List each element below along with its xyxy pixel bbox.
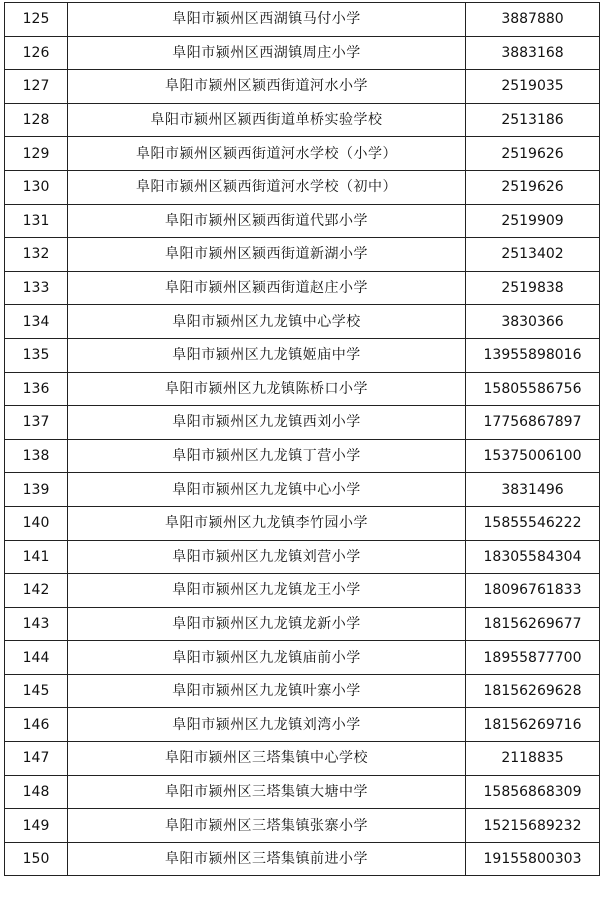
phone-number-cell: 18156269677 <box>466 607 600 641</box>
table-row <box>5 775 600 809</box>
school-name-cell: 阜阳市颍州区九龙镇庙前小学 <box>68 641 466 675</box>
row-number-cell: 135 <box>5 338 68 372</box>
school-name-cell: 阜阳市颍州区九龙镇中心学校 <box>68 305 466 339</box>
table-row <box>5 540 600 574</box>
phone-number-cell: 2519035 <box>466 70 600 104</box>
phone-number-cell: 18156269716 <box>466 708 600 742</box>
table-row <box>5 607 600 641</box>
row-number-cell: 128 <box>5 103 68 137</box>
school-name-cell: 阜阳市颍州区九龙镇刘湾小学 <box>68 708 466 742</box>
row-number-cell: 127 <box>5 70 68 104</box>
table-row <box>5 742 600 776</box>
school-name-cell: 阜阳市颍州区九龙镇西刘小学 <box>68 406 466 440</box>
row-number-cell: 131 <box>5 204 68 238</box>
row-number-cell: 132 <box>5 238 68 272</box>
phone-number-cell: 3830366 <box>466 305 600 339</box>
school-name-cell: 阜阳市颍州区九龙镇龙王小学 <box>68 574 466 608</box>
table-row <box>5 842 600 876</box>
phone-number-cell: 17756867897 <box>466 406 600 440</box>
phone-number-cell: 18096761833 <box>466 574 600 608</box>
table-row <box>5 36 600 70</box>
row-number-cell: 138 <box>5 439 68 473</box>
school-name-cell: 阜阳市颍州区颍西街道赵庄小学 <box>68 271 466 305</box>
table-row <box>5 238 600 272</box>
table-body <box>5 3 600 876</box>
row-number-cell: 137 <box>5 406 68 440</box>
table-row <box>5 674 600 708</box>
school-name-cell: 阜阳市颍州区三塔集镇前进小学 <box>68 842 466 876</box>
school-name-cell: 阜阳市颍州区九龙镇李竹园小学 <box>68 506 466 540</box>
school-name-cell: 阜阳市颍州区九龙镇龙新小学 <box>68 607 466 641</box>
table-row <box>5 137 600 171</box>
table-row <box>5 641 600 675</box>
phone-number-cell: 15215689232 <box>466 809 600 843</box>
row-number-cell: 141 <box>5 540 68 574</box>
school-name-cell: 阜阳市颍州区九龙镇姬庙中学 <box>68 338 466 372</box>
table-row <box>5 708 600 742</box>
phone-number-cell: 15375006100 <box>466 439 600 473</box>
table-row <box>5 439 600 473</box>
school-name-cell: 阜阳市颍州区三塔集镇张寨小学 <box>68 809 466 843</box>
table-row <box>5 204 600 238</box>
table-row <box>5 271 600 305</box>
school-name-cell: 阜阳市颍州区九龙镇陈桥口小学 <box>68 372 466 406</box>
phone-number-cell: 2519626 <box>466 170 600 204</box>
row-number-cell: 136 <box>5 372 68 406</box>
table-row <box>5 473 600 507</box>
phone-number-cell: 2519626 <box>466 137 600 171</box>
table-row <box>5 809 600 843</box>
phone-number-cell: 18955877700 <box>466 641 600 675</box>
row-number-cell: 143 <box>5 607 68 641</box>
table-row <box>5 305 600 339</box>
row-number-cell: 145 <box>5 674 68 708</box>
row-number-cell: 134 <box>5 305 68 339</box>
table-row <box>5 170 600 204</box>
row-number-cell: 133 <box>5 271 68 305</box>
school-name-cell: 阜阳市颍州区九龙镇叶寨小学 <box>68 674 466 708</box>
table-row <box>5 70 600 104</box>
table-row <box>5 103 600 137</box>
school-phone-table <box>4 2 600 876</box>
row-number-cell: 126 <box>5 36 68 70</box>
phone-number-cell: 18305584304 <box>466 540 600 574</box>
school-name-cell: 阜阳市颍州区颍西街道代郢小学 <box>68 204 466 238</box>
table-row <box>5 506 600 540</box>
phone-number-cell: 3831496 <box>466 473 600 507</box>
row-number-cell: 144 <box>5 641 68 675</box>
school-name-cell: 阜阳市颍州区西湖镇周庄小学 <box>68 36 466 70</box>
phone-number-cell: 3887880 <box>466 3 600 37</box>
row-number-cell: 147 <box>5 742 68 776</box>
school-name-cell: 阜阳市颍州区九龙镇丁营小学 <box>68 439 466 473</box>
school-name-cell: 阜阳市颍州区颍西街道河水学校（初中） <box>68 170 466 204</box>
school-name-cell: 阜阳市颍州区颍西街道河水学校（小学） <box>68 137 466 171</box>
phone-number-cell: 15805586756 <box>466 372 600 406</box>
phone-number-cell: 2519909 <box>466 204 600 238</box>
row-number-cell: 130 <box>5 170 68 204</box>
phone-number-cell: 2118835 <box>466 742 600 776</box>
row-number-cell: 142 <box>5 574 68 608</box>
table-row <box>5 338 600 372</box>
row-number-cell: 139 <box>5 473 68 507</box>
row-number-cell: 129 <box>5 137 68 171</box>
school-name-cell: 阜阳市颍州区九龙镇中心小学 <box>68 473 466 507</box>
table-row <box>5 406 600 440</box>
phone-number-cell: 2513402 <box>466 238 600 272</box>
phone-number-cell: 2519838 <box>466 271 600 305</box>
row-number-cell: 125 <box>5 3 68 37</box>
school-name-cell: 阜阳市颍州区三塔集镇中心学校 <box>68 742 466 776</box>
row-number-cell: 148 <box>5 775 68 809</box>
school-name-cell: 阜阳市颍州区颍西街道河水小学 <box>68 70 466 104</box>
school-name-cell: 阜阳市颍州区颍西街道新湖小学 <box>68 238 466 272</box>
school-name-cell: 阜阳市颍州区颍西街道单桥实验学校 <box>68 103 466 137</box>
phone-number-cell: 15856868309 <box>466 775 600 809</box>
row-number-cell: 149 <box>5 809 68 843</box>
school-name-cell: 阜阳市颍州区三塔集镇大塘中学 <box>68 775 466 809</box>
table-row <box>5 372 600 406</box>
school-name-cell: 阜阳市颍州区九龙镇刘营小学 <box>68 540 466 574</box>
school-name-cell: 阜阳市颍州区西湖镇马付小学 <box>68 3 466 37</box>
row-number-cell: 150 <box>5 842 68 876</box>
phone-number-cell: 18156269628 <box>466 674 600 708</box>
phone-number-cell: 15855546222 <box>466 506 600 540</box>
phone-number-cell: 3883168 <box>466 36 600 70</box>
phone-number-cell: 2513186 <box>466 103 600 137</box>
row-number-cell: 140 <box>5 506 68 540</box>
phone-number-cell: 19155800303 <box>466 842 600 876</box>
table-row <box>5 3 600 37</box>
row-number-cell: 146 <box>5 708 68 742</box>
table-row <box>5 574 600 608</box>
phone-number-cell: 13955898016 <box>466 338 600 372</box>
